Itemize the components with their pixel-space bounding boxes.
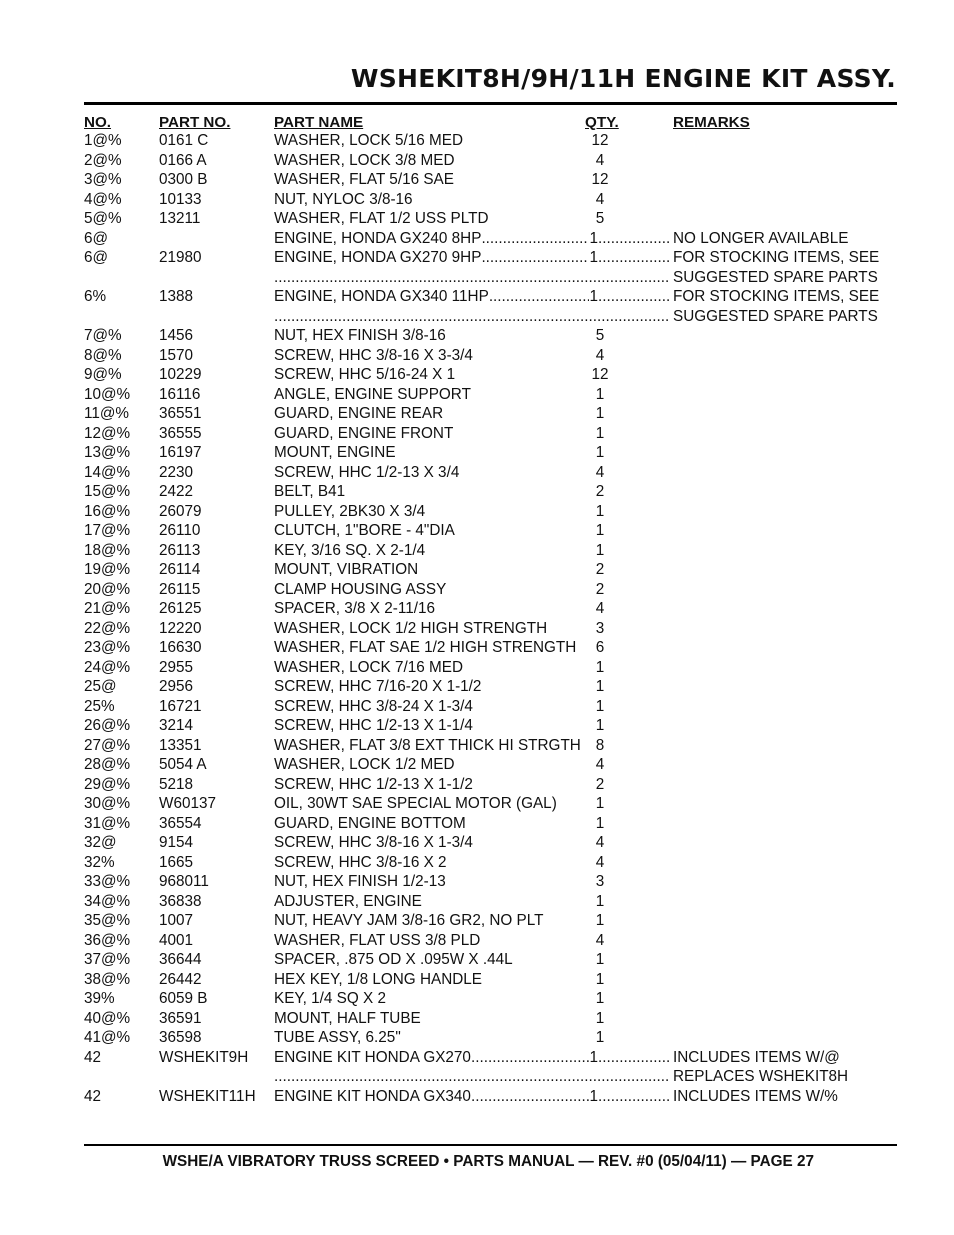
cell-part-no: 2230 [159,463,194,481]
table-row [0,463,954,483]
cell-qty: 4 [595,756,605,773]
cell-part-no: 10229 [159,366,202,383]
cell-part-no: 26115 [159,580,201,598]
cell-no: 39% [84,990,115,1007]
table-row [0,209,954,229]
header-qty: QTY. [585,114,619,131]
cell-no: 21@% [84,600,131,617]
cell-remarks: SUGGESTED SPARE PARTS [673,307,878,325]
cell-qty: 1 [589,1048,598,1066]
cell-remarks: INCLUDES ITEMS W/% [673,1087,838,1105]
cell-part-no: 36598 [159,1029,202,1046]
table-row [0,443,954,463]
cell-no: 1@% [84,132,122,149]
cell-qty: 5 [595,210,605,227]
cell-no: 33@% [84,873,131,890]
cell-no: 18@% [84,541,131,559]
cell-no: 22@% [84,619,131,637]
cell-qty: 1 [595,678,605,695]
cell-part-name: SCREW, HHC 1/2-13 X 1-1/2 [274,775,473,793]
cell-part-no: 6059 B [159,990,208,1007]
cell-part-name: SCREW, HHC 3/8-16 X 3-3/4 [274,346,473,364]
cell-no: 31@% [84,814,131,832]
table-row [0,599,954,619]
cell-qty: 1 [595,385,605,403]
cell-qty: 3 [595,873,605,890]
cell-part-name: MOUNT, ENGINE [274,444,396,461]
cell-qty: 1 [595,814,605,832]
table-row [0,346,954,366]
cell-no: 19@% [84,561,131,578]
parts-table [0,131,954,1106]
cell-part-name: NUT, NYLOC 3/8-16 [274,190,413,208]
table-row [0,580,954,600]
table-row [0,1048,954,1068]
cell-part-name: ENGINE KIT HONDA GX340 [274,1087,471,1105]
dot-leader [274,1067,670,1087]
cell-part-no: 968011 [159,873,209,890]
cell-qty: 2 [595,483,605,500]
table-row [0,638,954,658]
cell-part-name: MOUNT, HALF TUBE [274,1009,421,1027]
cell-no: 27@% [84,736,131,754]
cell-part-no: 5218 [159,775,194,793]
cell-part-name: ANGLE, ENGINE SUPPORT [274,385,471,403]
cell-part-no: 9154 [159,834,194,851]
table-row [0,560,954,580]
cell-part-no: 10133 [159,190,202,208]
table-row [0,872,954,892]
table-row [0,775,954,795]
cell-part-name-leader [274,1048,670,1068]
table-row [0,1028,954,1048]
table-row [0,697,954,717]
table-row [0,190,954,210]
cell-no: 37@% [84,951,131,968]
cell-no: 7@% [84,327,122,344]
cell-qty: 2 [595,775,605,793]
cell-qty: 4 [595,151,605,169]
cell-qty: 1 [589,229,598,247]
cell-part-no: 0300 B [159,171,208,188]
table-row [0,794,954,814]
table-row [0,287,954,307]
cell-part-name: BELT, B41 [274,483,346,500]
cell-part-name: NUT, HEX FINISH 1/2-13 [274,873,446,890]
cell-part-name: PULLEY, 2BK30 X 3/4 [274,502,426,520]
cell-part-name: OIL, 30WT SAE SPECIAL MOTOR (GAL) [274,795,557,812]
cell-part-name: WASHER, FLAT SAE 1/2 HIGH STRENGTH [274,639,577,656]
cell-part-name: SCREW, HHC 3/8-24 X 1-3/4 [274,697,473,715]
cell-part-name-leader [274,287,670,307]
footer-rule [84,1144,897,1146]
cell-part-no: 36554 [159,814,202,832]
table-row [0,677,954,697]
cell-part-name: WASHER, FLAT 3/8 EXT THICK HI STRGTH [274,736,581,754]
table-row [0,541,954,561]
table-row [0,1087,954,1107]
cell-part-no: 13211 [159,210,201,227]
cell-part-name: HEX KEY, 1/8 LONG HANDLE [274,970,483,988]
cell-part-no: 36644 [159,951,202,968]
cell-part-name: SCREW, HHC 1/2-13 X 3/4 [274,463,460,481]
cell-part-no: 36555 [159,424,202,442]
cell-qty: 1 [595,424,605,442]
header-remarks: REMARKS [673,114,750,131]
cell-part-no: 26442 [159,970,202,988]
cell-part-name: ENGINE, HONDA GX340 11HP [274,288,489,305]
header-no: NO. [84,114,112,131]
cell-part-name: ADJUSTER, ENGINE [274,892,422,910]
cell-no: 2@% [84,151,122,169]
cell-no: 13@% [84,444,131,461]
cell-part-name: SCREW, HHC 3/8-16 X 2 [274,853,447,871]
cell-part-no: 21980 [159,249,202,266]
table-row [0,950,954,970]
cell-qty: 5 [595,327,605,344]
cell-part-name: ENGINE, HONDA GX270 9HP [274,249,482,266]
cell-qty: 4 [595,600,605,617]
table-row [0,853,954,873]
cell-no: 32% [84,853,115,871]
table-row [0,619,954,639]
header-part-no: PART NO. [159,114,231,131]
cell-part-name: KEY, 3/16 SQ. X 2-1/4 [274,541,426,559]
cell-part-no: 2955 [159,658,194,676]
cell-qty: 4 [595,931,605,949]
table-row [0,911,954,931]
cell-qty: 4 [595,834,605,851]
cell-part-no: 1570 [159,346,194,364]
table-row [0,229,954,249]
cell-no: 36@% [84,931,131,949]
table-row [0,248,954,268]
cell-part-no: 26110 [159,522,201,539]
cell-part-no: 1665 [159,853,194,871]
cell-part-name: WASHER, FLAT 5/16 SAE [274,171,454,188]
cell-no: 8@% [84,346,122,364]
cell-part-name: SCREW, HHC 1/2-13 X 1-1/4 [274,717,473,734]
cell-part-no: 1456 [159,327,194,344]
cell-part-name: GUARD, ENGINE FRONT [274,424,454,442]
cell-no: 42 [84,1048,102,1066]
cell-part-name: WASHER, LOCK 1/2 HIGH STRENGTH [274,619,548,637]
cell-qty: 1 [595,892,605,910]
cell-part-name-leader [274,248,670,268]
cell-part-name: TUBE ASSY, 6.25" [274,1029,401,1046]
cell-part-name: WASHER, LOCK 5/16 MED [274,132,463,149]
cell-no: 5@% [84,210,122,227]
cell-part-no: 2956 [159,678,194,695]
table-row [0,131,954,151]
table-row [0,658,954,678]
cell-no: 11@% [84,405,130,422]
cell-no: 32@ [84,834,117,851]
cell-qty: 4 [595,853,605,871]
cell-part-name: SCREW, HHC 7/16-20 X 1-1/2 [274,678,482,695]
page-footer: WSHE/A VIBRATORY TRUSS SCREED • PARTS MANUAL — REV. #0 (05/04/11) — PAGE 27 [162,1153,814,1170]
cell-no: 6@ [84,249,109,266]
cell-no: 34@% [84,892,131,910]
table-row [0,170,954,190]
table-row [0,424,954,444]
table-row [0,307,954,327]
cell-no: 6% [84,288,107,305]
cell-qty: 4 [595,346,605,364]
cell-part-name: WASHER, LOCK 1/2 MED [274,756,455,773]
cell-part-name: SPACER, .875 OD X .095W X .44L [274,951,513,968]
cell-part-no: 13351 [159,736,202,754]
cell-no: 29@% [84,775,131,793]
table-row [0,736,954,756]
title-rule [84,102,897,105]
table-row [0,833,954,853]
cell-no: 16@% [84,502,131,520]
cell-part-name: KEY, 1/4 SQ X 2 [274,990,386,1007]
cell-qty: 3 [595,619,605,637]
cell-part-name: WASHER, FLAT 1/2 USS PLTD [274,210,489,227]
cell-qty: 4 [595,463,605,481]
cell-part-name: GUARD, ENGINE BOTTOM [274,814,466,832]
cell-qty: 1 [589,249,598,266]
cell-part-no: 26114 [159,561,201,578]
cell-no: 42 [84,1087,102,1105]
cell-remarks: FOR STOCKING ITEMS, SEE [673,249,880,266]
cell-qty: 1 [595,541,605,559]
cell-no: 20@% [84,580,131,598]
cell-qty: 1 [595,912,605,929]
cell-part-no: 16721 [159,697,202,715]
cell-part-name: CLUTCH, 1"BORE - 4"DIA [274,522,455,539]
cell-qty: 1 [595,697,605,715]
cell-part-name: ENGINE, HONDA GX240 8HP [274,229,482,247]
cell-qty: 1 [595,951,605,968]
cell-no: 40@% [84,1009,131,1027]
cell-qty: 1 [595,970,605,988]
cell-no: 23@% [84,639,131,656]
cell-qty: 8 [595,736,605,754]
cell-no: 25@ [84,678,117,695]
cell-qty: 12 [591,132,609,149]
cell-remarks: INCLUDES ITEMS W/@ [673,1048,840,1066]
cell-no: 25% [84,697,115,715]
cell-part-no: 0166 A [159,151,207,169]
cell-qty: 2 [595,561,605,578]
cell-part-no: 5054 A [159,756,207,773]
cell-qty: 1 [595,717,605,734]
cell-qty: 1 [595,522,605,539]
cell-part-no: 16630 [159,639,202,656]
table-row [0,151,954,171]
cell-part-no: WSHEKIT11H [159,1087,256,1105]
cell-part-name: SPACER, 3/8 X 2-11/16 [274,600,435,617]
cell-qty: 1 [595,405,605,422]
table-row [0,502,954,522]
cell-qty: 1 [595,444,605,461]
cell-qty: 12 [591,171,609,188]
cell-no: 41@% [84,1029,131,1046]
table-row [0,268,954,288]
cell-remarks: NO LONGER AVAILABLE [673,229,849,247]
cell-part-no: 4001 [159,931,194,949]
cell-part-name-leader [274,229,670,249]
cell-part-name-leader [274,1087,670,1107]
cell-part-no: W60137 [159,795,216,812]
table-row [0,716,954,736]
cell-qty: 1 [595,1029,605,1046]
table-row [0,365,954,385]
table-row [0,404,954,424]
cell-no: 9@% [84,366,122,383]
cell-no: 17@% [84,522,131,539]
cell-no: 10@% [84,385,131,403]
cell-part-name: WASHER, LOCK 3/8 MED [274,151,455,169]
cell-part-no: 26125 [159,600,202,617]
cell-part-name: SCREW, HHC 5/16-24 X 1 [274,366,456,383]
cell-no: 6@ [84,229,109,247]
cell-part-no: 36591 [159,1009,202,1027]
dot-leader [274,307,670,327]
cell-no: 12@% [84,424,131,442]
cell-no: 3@% [84,171,122,188]
cell-qty: 1 [595,795,605,812]
cell-part-no: 16116 [159,385,201,403]
cell-no: 28@% [84,756,131,773]
cell-no: 14@% [84,463,131,481]
cell-no: 38@% [84,970,131,988]
cell-no: 30@% [84,795,131,812]
cell-part-no: 1007 [159,912,194,929]
cell-part-no: 36838 [159,892,202,910]
table-row [0,482,954,502]
table-row [0,385,954,405]
cell-part-no: 36551 [159,405,202,422]
cell-part-name: WASHER, FLAT USS 3/8 PLD [274,931,481,949]
cell-part-name: NUT, HEX FINISH 3/8-16 [274,327,446,344]
cell-part-name: SCREW, HHC 3/8-16 X 1-3/4 [274,834,473,851]
cell-qty: 1 [595,658,605,676]
cell-part-name: ENGINE KIT HONDA GX270 [274,1048,471,1066]
dot-leader [274,268,670,288]
cell-qty: 1 [595,502,605,520]
cell-part-no: 1388 [159,288,194,305]
cell-part-no: 2422 [159,483,194,500]
cell-part-no: 16197 [159,444,202,461]
cell-part-no: 3214 [159,717,194,734]
cell-qty: 1 [595,990,605,1007]
cell-remarks: REPLACES WSHEKIT8H [673,1068,849,1085]
cell-qty: 6 [595,639,605,656]
cell-qty: 1 [589,1087,598,1105]
cell-part-name: MOUNT, VIBRATION [274,561,419,578]
cell-no: 26@% [84,717,131,734]
table-row [0,814,954,834]
cell-part-name: CLAMP HOUSING ASSY [274,580,447,598]
cell-no: 24@% [84,658,131,676]
table-row [0,755,954,775]
cell-part-no: WSHEKIT9H [159,1048,249,1066]
table-row [0,326,954,346]
table-row [0,1067,954,1087]
header-part-name: PART NAME [274,114,364,131]
cell-qty: 4 [595,190,605,208]
cell-no: 35@% [84,912,131,929]
cell-qty: 1 [589,288,598,305]
table-row [0,521,954,541]
cell-qty: 2 [595,580,605,598]
cell-no: 4@% [84,190,122,208]
table-row [0,970,954,990]
cell-remarks: SUGGESTED SPARE PARTS [673,268,878,286]
cell-part-no: 26079 [159,502,202,520]
cell-remarks: FOR STOCKING ITEMS, SEE [673,288,880,305]
cell-part-no: 26113 [159,541,201,559]
cell-qty: 12 [591,366,609,383]
cell-qty: 1 [595,1009,605,1027]
cell-no: 15@% [84,483,131,500]
table-row [0,989,954,1009]
cell-part-name: GUARD, ENGINE REAR [274,405,444,422]
cell-part-no: 0161 C [159,132,209,149]
cell-part-no: 12220 [159,619,202,637]
cell-part-name: NUT, HEAVY JAM 3/8-16 GR2, NO PLT [274,912,544,929]
table-row [0,1009,954,1029]
cell-part-name: WASHER, LOCK 7/16 MED [274,658,463,676]
page-title: WSHEKIT8H/9H/11H ENGINE KIT ASSY. [350,64,896,93]
table-row [0,931,954,951]
table-row [0,892,954,912]
